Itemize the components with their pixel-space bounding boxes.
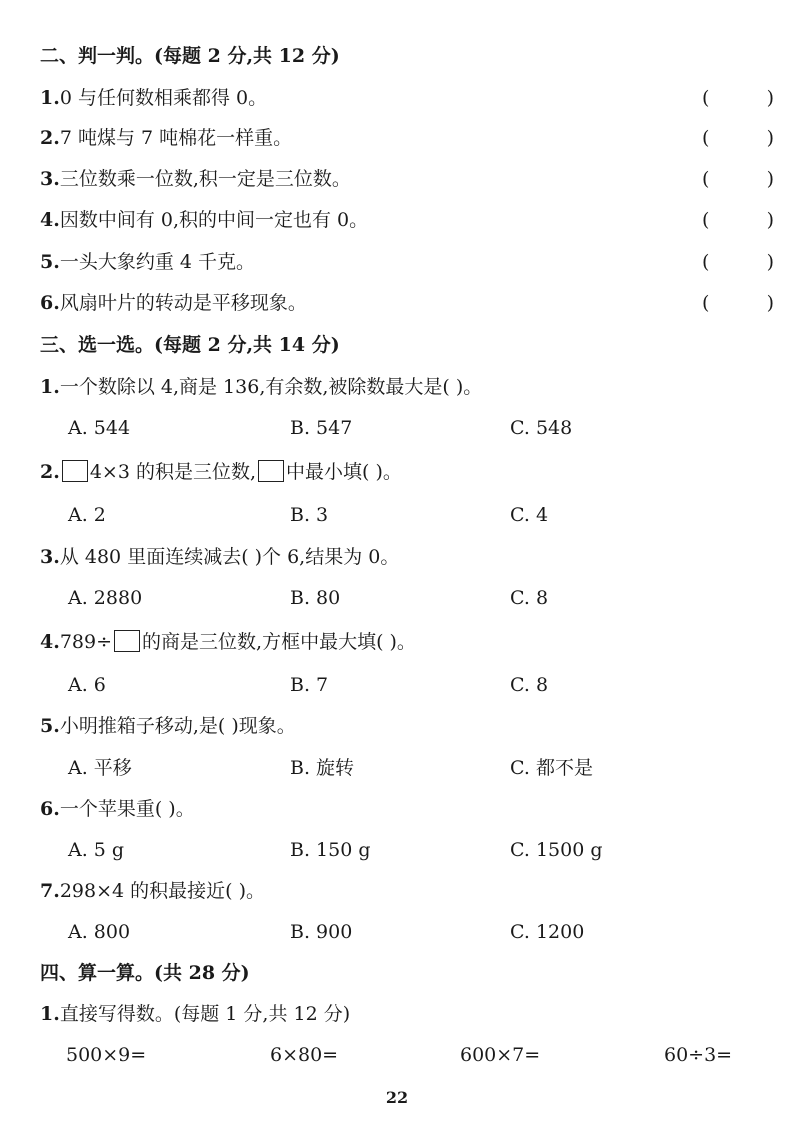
option-b[interactable]: B. 80 [290,587,341,609]
option-a[interactable]: A. 5 g [68,839,125,861]
question-text: 从 480 里面连续减去( )个 6,结果为 0。 [59,546,400,568]
judge-item-4 [40,208,368,232]
judge-item-text: 7 吨煤与 7 吨棉花一样重。 [59,127,293,149]
paren-close: ) [766,292,774,314]
section-title-calculate: 四、算一算。(共 28 分) [40,962,250,984]
choice-question-5 [40,714,296,738]
option-a[interactable]: A. 800 [68,921,131,943]
calc-subsection-1 [40,1002,350,1026]
blank-box[interactable] [258,460,284,482]
paren-open: ( [702,127,710,149]
choice-question-1 [40,375,482,399]
option-c[interactable]: C. 1500 g [510,839,603,861]
subsection-number: 1. [40,1003,60,1025]
paren-close: ) [766,127,774,149]
judge-item-number: 1. [40,87,60,109]
choice-question-6 [40,797,195,821]
question-number: 3. [40,546,60,568]
paren-close: ) [766,87,774,109]
judge-item-text: 三位数乘一位数,积一定是三位数。 [59,168,351,190]
paren-open: ( [702,87,710,109]
paren-close: ) [766,209,774,231]
paren-open: ( [702,292,710,314]
option-b[interactable]: B. 150 g [290,839,371,861]
judge-item-2 [40,126,292,150]
option-b[interactable]: B. 旋转 [290,757,355,779]
question-number: 4. [40,631,60,653]
option-a[interactable]: A. 2880 [68,587,143,609]
paren-open: ( [702,251,710,273]
judge-item-number: 6. [40,292,60,314]
calc-expression: 600×7= [460,1044,541,1066]
option-c[interactable]: C. 1200 [510,921,585,943]
option-b[interactable]: B. 547 [290,417,353,439]
question-number: 7. [40,880,60,902]
judge-item-number: 2. [40,127,60,149]
option-a[interactable]: A. 2 [68,504,106,526]
judge-item-text: 风扇叶片的转动是平移现象。 [59,292,307,314]
calc-expression: 500×9= [66,1044,147,1066]
subsection-text: 直接写得数。(每题 1 分,共 12 分) [59,1003,351,1025]
judge-item-5 [40,250,255,274]
option-c[interactable]: C. 548 [510,417,573,439]
judge-item-text: 一头大象约重 4 千克。 [59,251,256,273]
question-number: 1. [40,376,60,398]
blank-box[interactable] [114,630,140,652]
option-b[interactable]: B. 3 [290,504,329,526]
paren-close: ) [766,168,774,190]
choice-question-2 [40,460,402,484]
question-number: 6. [40,798,60,820]
blank-box[interactable] [62,460,88,482]
question-number: 5. [40,715,60,737]
question-text: 一个苹果重( )。 [59,798,195,820]
paren-open: ( [702,209,710,231]
judge-item-6 [40,291,307,315]
calc-expression: 60÷3= [664,1044,733,1066]
question-text: 一个数除以 4,商是 136,有余数,被除数最大是( )。 [59,376,483,398]
judge-item-text: 0 与任何数相乘都得 0。 [59,87,268,109]
judge-item-number: 3. [40,168,60,190]
option-b[interactable]: B. 900 [290,921,353,943]
option-a[interactable]: A. 544 [68,417,131,439]
question-text-pre: 4×3 的积是三位数, [89,461,257,483]
judge-item-text: 因数中间有 0,积的中间一定也有 0。 [59,209,369,231]
paren-close: ) [766,251,774,273]
section-title-judge: 二、判一判。(每题 2 分,共 12 分) [40,45,340,67]
question-text-pre: 789÷ [59,631,113,653]
question-number: 2. [40,461,60,483]
question-text: 298×4 的积最接近( )。 [59,880,266,902]
judge-item-1 [40,86,267,110]
judge-item-number: 4. [40,209,60,231]
section-title-choose: 三、选一选。(每题 2 分,共 14 分) [40,334,340,356]
option-c[interactable]: C. 4 [510,504,549,526]
option-b[interactable]: B. 7 [290,674,329,696]
choice-question-4 [40,630,416,654]
paren-open: ( [702,168,710,190]
page-number: 22 [385,1088,409,1107]
option-c[interactable]: C. 都不是 [510,757,593,779]
judge-item-3 [40,167,351,191]
calc-expression: 6×80= [270,1044,339,1066]
option-c[interactable]: C. 8 [510,674,549,696]
question-text-post: 的商是三位数,方框中最大填( )。 [142,631,416,653]
option-a[interactable]: A. 6 [68,674,106,696]
choice-question-3 [40,545,399,569]
option-c[interactable]: C. 8 [510,587,549,609]
judge-item-number: 5. [40,251,60,273]
choice-question-7 [40,879,265,903]
question-text-post: 中最小填( )。 [286,461,402,483]
option-a[interactable]: A. 平移 [68,757,132,779]
question-text: 小明推箱子移动,是( )现象。 [59,715,296,737]
